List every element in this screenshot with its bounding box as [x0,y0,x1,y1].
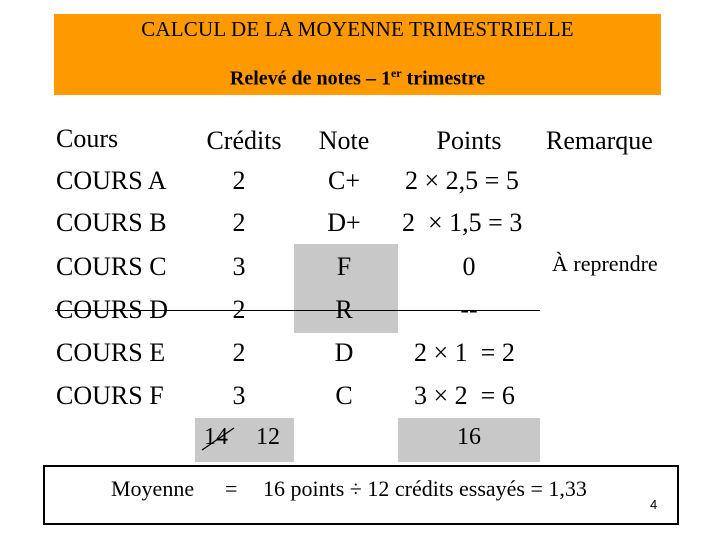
average-formula: 16 points ÷ 12 crédits essayés = 1,33 [263,476,587,501]
page-number: 4 [650,497,658,512]
row-e-points: 2 × 1 = 2 [414,338,515,367]
average-box [43,465,679,525]
row-b-points: 2 × 1,5 = 3 [402,208,523,237]
row-d-credits: 2 [232,295,246,324]
row-d-strikethrough [55,310,540,311]
row-c-cours: COURS C [56,252,167,281]
header-credits: Crédits [206,126,282,155]
credits-total: 14 [204,424,228,450]
average-label: Moyenne [111,476,195,501]
row-c-points: 0 [462,252,476,281]
row-b-cours: COURS B [56,208,167,237]
header-points: Points [436,126,502,155]
row-f-note: C [335,381,353,410]
row-f-credits: 3 [232,381,246,410]
row-b-credits: 2 [232,208,246,237]
subtitle-main: Relevé de notes – 1 [229,67,391,90]
page-subtitle [54,66,661,91]
strike-slash-icon [200,424,236,452]
average-equals: = [225,476,238,501]
row-d-cours: COURS D [56,295,168,324]
page-title: CALCUL DE LA MOYENNE TRIMESTRIELLE [141,17,574,41]
row-f-cours: COURS F [56,381,164,410]
row-c-remarque: À reprendre [552,251,658,276]
header-remarque: Remarque [546,126,653,155]
row-a-note: C+ [327,166,360,195]
row-a-points: 2 × 2,5 = 5 [405,166,519,195]
row-c-credits: 3 [232,252,246,281]
row-a-cours: COURS A [56,166,167,195]
row-c-note: F [336,252,352,281]
row-e-cours: COURS E [56,338,166,367]
row-e-credits: 2 [232,338,246,367]
row-d-note: R [335,295,353,324]
row-d-points: -- [460,295,478,324]
subtitle-sup: er [390,66,402,80]
credits-attempted: 12 [256,424,280,450]
row-b-note: D+ [327,208,361,237]
row-f-points: 3 × 2 = 6 [414,381,515,410]
header-banner [54,14,661,95]
row-e-note: D [334,338,354,367]
row-a-credits: 2 [232,166,246,195]
header-note: Note [318,126,370,155]
subtitle-tail: trimestre [401,67,486,90]
header-cours: Cours [56,124,119,153]
points-total: 16 [457,424,481,450]
